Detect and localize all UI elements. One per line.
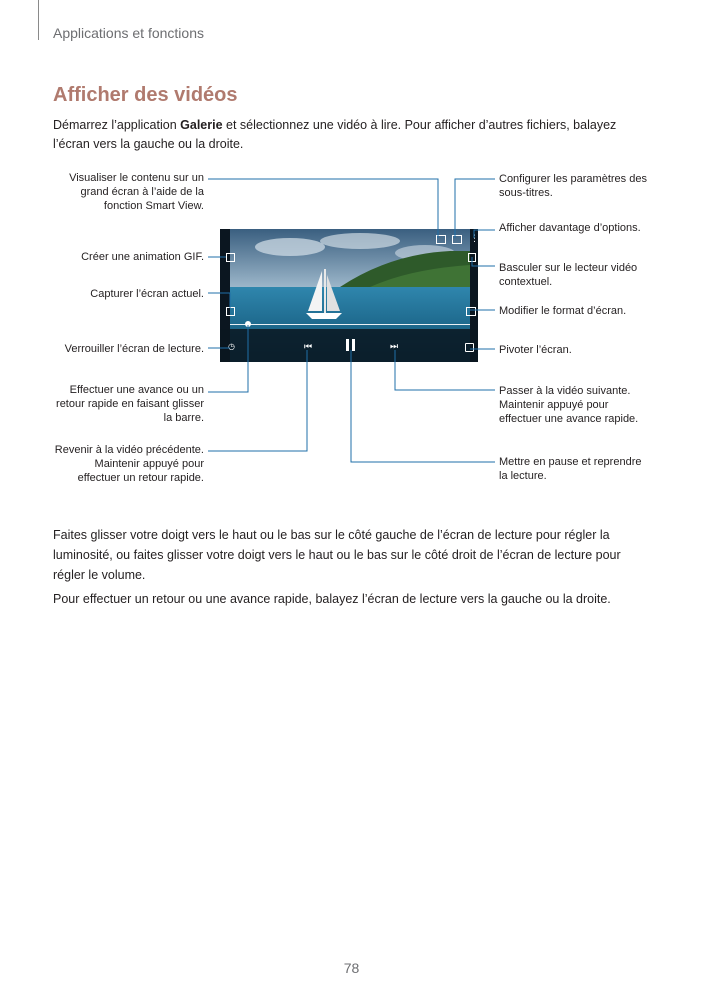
leader-pause xyxy=(351,350,495,462)
callout-seek-bar: Effectuer une avance ou un retour rapide en faisant glisser la barre. xyxy=(56,384,204,424)
page-heading: Afficher des vidéos xyxy=(53,84,238,106)
leader-subtitles xyxy=(455,179,495,238)
page-number: 78 xyxy=(343,960,360,976)
callout-capture: Capturer l’écran actuel. xyxy=(90,288,204,300)
leader-smart-view xyxy=(208,179,438,238)
callout-more-options: Afficher davantage d’options. xyxy=(499,222,641,234)
callout-previous: Revenir à la vidéo précédente. Maintenir appuyé pour effectuer un retour rapide. xyxy=(54,444,204,484)
body-paragraph-brightness-volume: Faites glisser votre doigt vers le haut ou le bas sur le côté gauche de l’écran de lecture pour régler la luminosité, ou faites glisser votre doigt vers le haut ou le bas sur le côté droit de l’écran de lecture pour régler le volume. xyxy=(53,528,621,582)
previous-icon[interactable]: ⏮ xyxy=(304,341,313,351)
callout-next: Passer à la vidéo suivante. Maintenir appuyé pour effectuer une avance rapide. xyxy=(499,385,639,425)
body-paragraph-seek: Pour effectuer un retour ou une avance rapide, balayez l’écran de lecture vers la gauche ou la droite. xyxy=(53,592,611,606)
intro-text-end: et sélectionnez une vidéo à lire. Pour afficher d’autres fichiers, balayez l’écran vers la gauche ou la droite. xyxy=(53,118,617,151)
callout-ratio: Modifier le format d’écran. xyxy=(499,305,627,317)
leader-capture xyxy=(208,293,230,308)
leader-next xyxy=(395,350,495,390)
leader-previous xyxy=(208,350,307,451)
section-title: Applications et fonctions xyxy=(53,25,204,41)
intro-app-name: Galerie xyxy=(180,118,223,132)
more-options-icon[interactable]: ⋮ xyxy=(470,233,479,243)
callout-smart-view: Visualiser le contenu sur un grand écran à l’aide de la fonction Smart View. xyxy=(69,172,204,212)
callout-subtitles: Configurer les paramètres des sous-titres. xyxy=(499,173,647,199)
next-icon[interactable]: ⏭ xyxy=(390,341,399,351)
callout-rotate: Pivoter l’écran. xyxy=(499,344,572,356)
lock-icon[interactable]: ◷ xyxy=(228,342,235,351)
callout-popup: Basculer sur le lecteur vidéo contextuel. xyxy=(499,262,638,288)
leader-more-options xyxy=(474,230,495,238)
callout-lock: Verrouiller l’écran de lecture. xyxy=(64,343,204,355)
leader-popup xyxy=(472,257,495,266)
leader-seek-bar xyxy=(208,325,248,392)
callout-pause: Mettre en pause et reprendre la lecture. xyxy=(499,456,642,482)
callout-gif: Créer une animation GIF. xyxy=(81,251,204,263)
intro-text-start: Démarrez l’application xyxy=(53,118,181,132)
